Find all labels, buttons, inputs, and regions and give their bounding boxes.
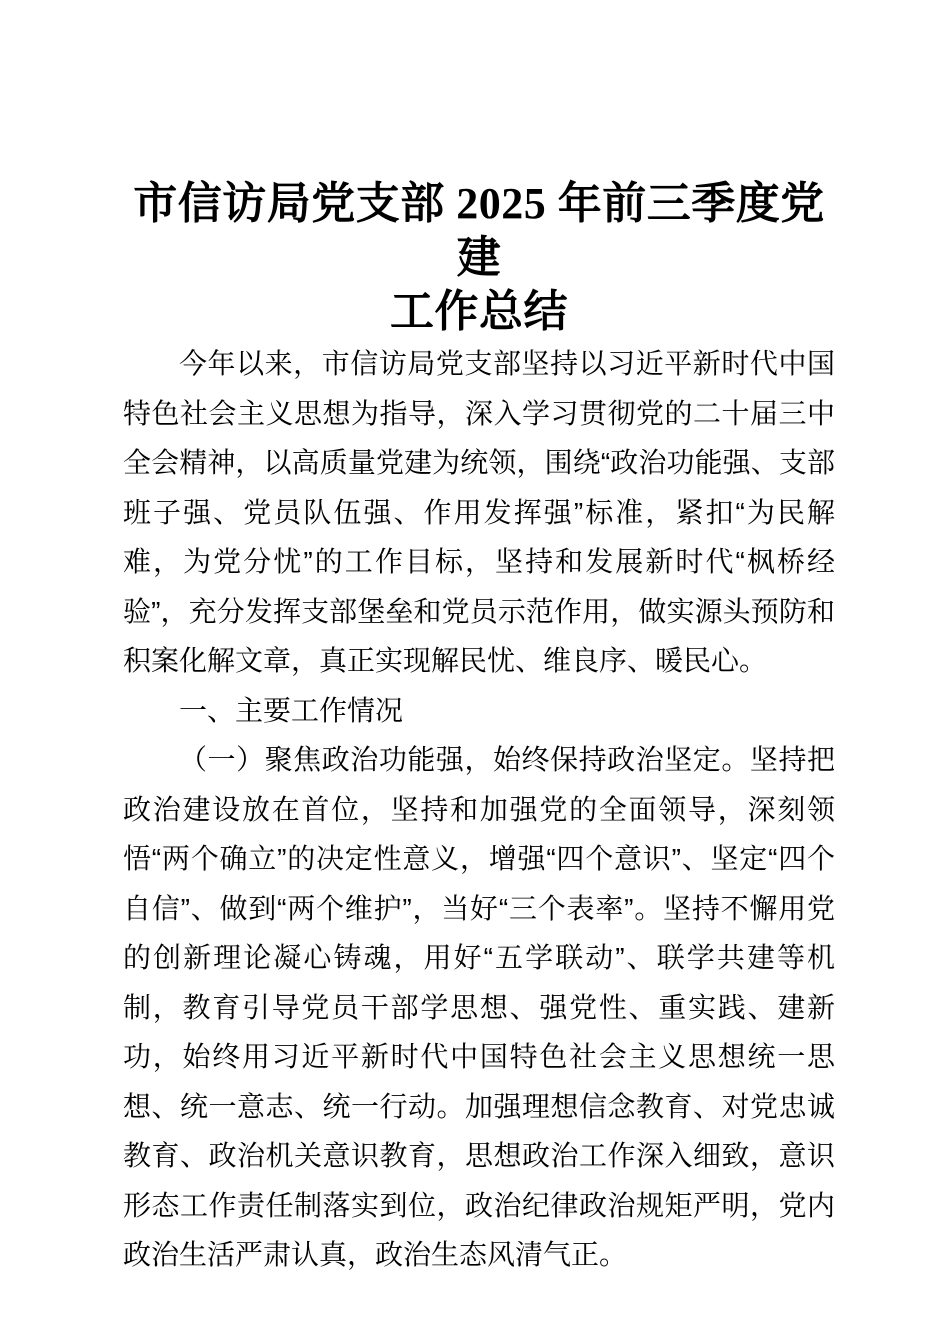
paragraph-section-1: （一）聚焦政治功能强，始终保持政治坚定。坚持把政治建设放在首位，坚持和加强党的全面领导，深刻领悟“两个确立”的决定性意义，增强“四个意识”、坚定“四个自信”、做到“两个维护”，当好“三个表率”。坚持不懈用党的创新理论凝心铸魂，用好“五学联动”、联学共建等机制，教育引导党员干部学思想、强党性、重实践、建新功，始终用习近平新时代中国特色社会主义思想统一思想、统一意志、统一行动。加强理想信念教育、对党忠诚教育、政治机关意识教育，思想政治工作深入细致，意识形态工作责任制落实到位，政治纪律政治规矩严明，党内政治生活严肃认真，政治生态风清气正。: [123, 744, 835, 1270]
document-title-line-2: 工作总结: [390, 287, 568, 336]
document-body: [123, 339, 835, 1280]
document-title: [123, 177, 835, 339]
document-title-line-1: 市信访局党支部 2025 年前三季度党建: [133, 179, 825, 282]
paragraph-intro: 今年以来，市信访局党支部坚持以习近平新时代中国特色社会主义思想为指导，深入学习贯彻党的二十届三中全会精神，以高质量党建为统领，围绕“政治功能强、支部班子强、党员队伍强、作用发挥强”标准，紧扣“为民解难，为党分忧”的工作目标，坚持和发展新时代“枫桥经验”，充分发挥支部堡垒和党员示范作用，做实源头预防和积案化解文章，真正实现解民忧、维良序、暖民心。: [123, 348, 835, 676]
section-heading-1: 一、主要工作情况: [179, 694, 404, 726]
